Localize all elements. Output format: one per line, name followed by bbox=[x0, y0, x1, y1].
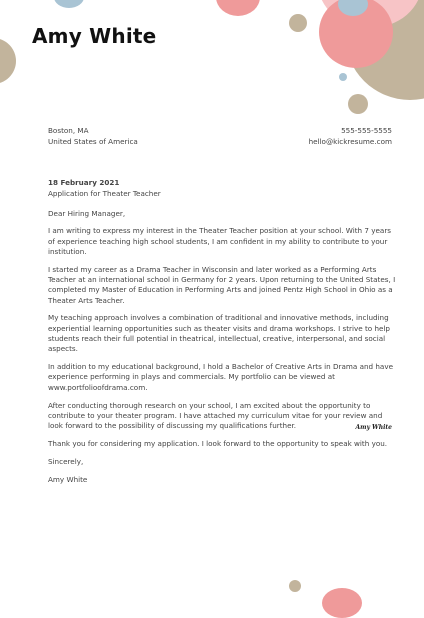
letter-closing-name: Amy White bbox=[48, 474, 88, 484]
deco-circle-bottom-pink bbox=[322, 588, 362, 618]
deco-circle-top-pink bbox=[216, 0, 260, 16]
deco-circle-left bbox=[0, 38, 16, 84]
deco-circle-tiny-blue bbox=[339, 73, 347, 81]
applicant-name: Amy White bbox=[32, 24, 157, 48]
letter-closing: Sincerely, bbox=[48, 456, 84, 466]
contact-block bbox=[309, 126, 392, 147]
letter-body bbox=[48, 178, 396, 492]
deco-circle-top-blue bbox=[54, 0, 84, 8]
letter-greeting: Dear Hiring Manager, bbox=[48, 208, 126, 218]
letter-paragraph: I started my career as a Drama Teacher in Wisconsin and later worked as a Performing Arts Teacher at an international school in Germany for 2 years. Upon returning to the United States, I completed my Master of Education in Performing Arts and joined Pentz High School in Ohio as a Theater Arts Teacher. bbox=[48, 264, 396, 305]
address-block bbox=[48, 126, 138, 147]
deco-circle-small-tan bbox=[289, 14, 307, 32]
address-city: Boston, MA bbox=[48, 126, 89, 135]
letter-paragraph: After conducting thorough research on your school, I am excited about the opportunity to contribute to your theater program. I have attached my curriculum vitae for your review and look forward to the possibility of discussing my qualifications further. bbox=[48, 400, 383, 431]
signature: Amy White bbox=[355, 424, 392, 431]
letter-paragraph: I am writing to express my interest in the Theater Teacher position at your school. With 7 years of experience teaching high school students, I am confident in my ability to contribute to your institution. bbox=[48, 226, 392, 256]
address-country: United States of America bbox=[48, 136, 138, 146]
deco-circle-bottom-tan bbox=[289, 580, 301, 592]
letter-subject: Application for Theater Teacher bbox=[48, 189, 161, 199]
contact-email: hello@kickresume.com bbox=[308, 136, 392, 146]
deco-circle-mid-tan bbox=[348, 94, 368, 114]
letter-date: 18 February 2021 bbox=[48, 178, 120, 187]
letter-paragraph: Thank you for considering my application. I look forward to the opportunity to speak with you. bbox=[48, 438, 388, 448]
contact-phone: 555-555-5555 bbox=[341, 126, 392, 135]
letter-paragraph: My teaching approach involves a combination of traditional and innovative methods, including experiential learning opportunities such as theater visits and drama workshops. I strive to help students reach their full potential in theatrical, intellectual, creative, interpersonal, and social aspects. bbox=[48, 313, 390, 354]
letter-paragraph: In addition to my educational background, I hold a Bachelor of Creative Arts in Drama and have experience performing in plays and commercials. My portfolio can be viewed at www.portfolioofdrama.com. bbox=[48, 362, 394, 392]
